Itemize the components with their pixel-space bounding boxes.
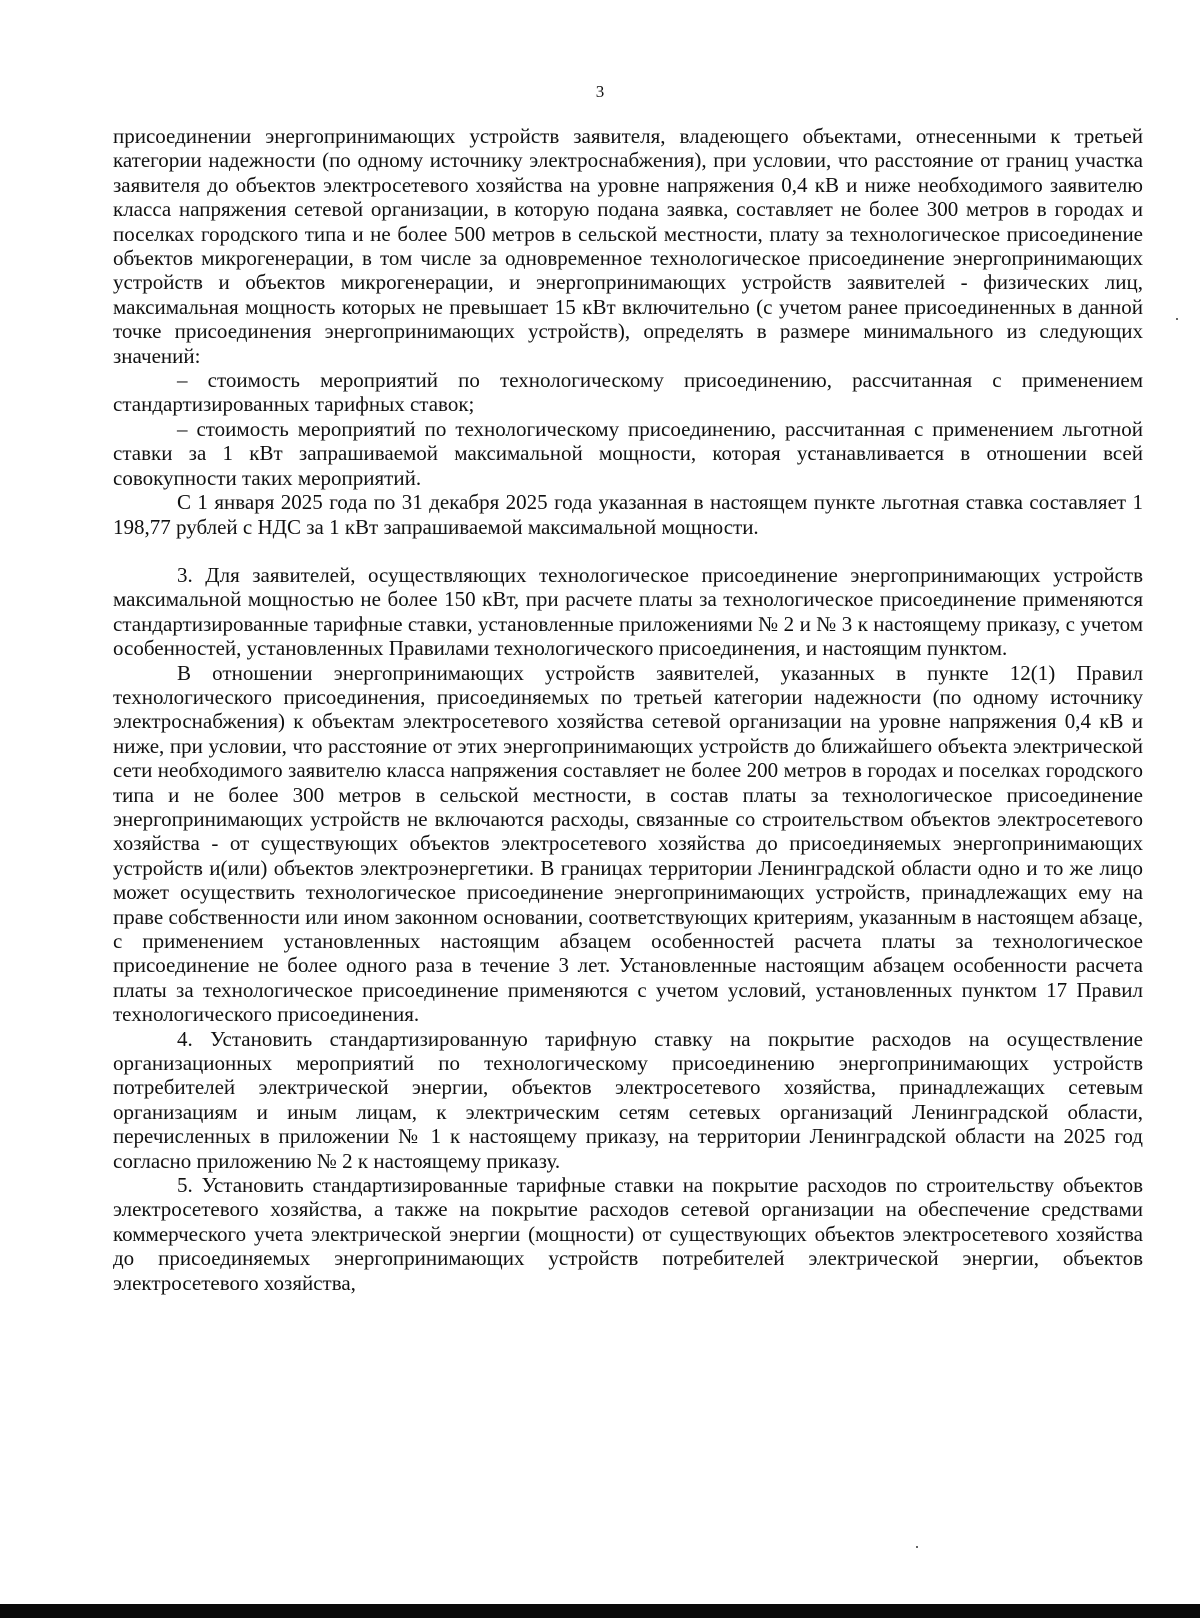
page-number: 3	[595, 82, 605, 101]
paragraph-item-3-details: В отношении энергопринимающих устройств заявителей, указанных в пункте 12(1) Правил технологического присоединения, присоединяемых по третьей категории надежности (по одному источнику электроснабжения) к объектам электросетевого хозяйства сетевой организации на уровне напряжения 0,4 кВ и ниже, при условии, что расстояние от этих энергопринимающих устройств до ближайшего объекта электрической сети необходимого заявителю класса напряжения составляет не более 200 метров в городах и поселках городского типа и не более 300 метров в сельской местности, в состав платы за технологическое присоединение энергопринимающих устройств не включаются расходы, связанные со строительством объектов электросетевого хозяйства - от существующих объектов электросетевого хозяйства до присоединяемых энергопринимающих устройств и(или) объектов электроэнергетики. В границах территории Ленинградской области одно и то же лицо может осуществить технологическое присоединение энергопринимающих устройств, принадлежащих ему на праве собственности или ином законном основании, соответствующих критериям, указанным в настоящем абзаце, с применением установленных настоящим абзацем особенностей расчета платы за технологическое присоединение не более одного раза в течение 3 лет. Установленные настоящим абзацем особенности расчета платы за технологическое присоединение применяются с учетом условий, установленных пунктом 17 Правил технологического присоединения.	[113, 660, 1143, 1027]
paragraph-item-5: 5. Установить стандартизированные тарифные ставки на покрытие расходов по строительству объектов электросетевого хозяйства, а также на покрытие расходов сетевой организации на обеспечение средствами коммерческого учета электрической энергии (мощности) от существующих объектов электросетевого хозяйства до присоединяемых энергопринимающих устройств потребителей электрической энергии, объектов электросетевого хозяйства,	[113, 1173, 1143, 1295]
paragraph-item-4: 4. Установить стандартизированную тарифную ставку на покрытие расходов на осуществление организационных мероприятий по технологическому присоединению энергопринимающих устройств потребителей электрической энергии, объектов электросетевого хозяйства, принадлежащих сетевым организациям и иным лицам, к электрическим сетям сетевых организаций Ленинградской области, перечисленных в приложении № 1 к настоящему приказу, на территории Ленинградской области на 2025 год согласно приложению № 2 к настоящему приказу.	[113, 1026, 1143, 1173]
paragraph-bullet-preferential-rate: – стоимость мероприятий по технологическому присоединению, рассчитанная с применением льготной ставки за 1 кВт запрашиваемой максимальной мощности, которая устанавливается в отношении всей совокупности таких мероприятий.	[113, 416, 1143, 490]
scan-speck	[1176, 318, 1178, 320]
paragraph-continuation: присоединении энергопринимающих устройств заявителя, владеющего объектами, отнесенными к третьей категории надежности (по одному источнику электроснабжения), при условии, что расстояние от границ участка заявителя до объектов электросетевого хозяйства на уровне напряжения 0,4 кВ и ниже необходимого заявителю класса напряжения сетевой организации, в которую подана заявка, составляет не более 300 метров в городах и поселках городского типа и не более 500 метров в сельской местности, плату за технологическое присоединение объектов микрогенерации, в том числе за одновременное технологическое присоединение энергопринимающих устройств и объектов микрогенерации, и энергопринимающих устройств заявителей - физических лиц, максимальная мощность которых не превышает 15 кВт включительно (с учетом ранее присоединенных в данной точке присоединения энергопринимающих устройств), определять в размере минимального из следующих значений:	[113, 124, 1143, 368]
scan-speck	[916, 1546, 918, 1548]
scan-edge-bar	[0, 1604, 1200, 1618]
paragraph-preferential-rate-2025: С 1 января 2025 года по 31 декабря 2025 года указанная в настоящем пункте льготная ставка составляет 1 198,77 рублей с НДС за 1 кВт запрашиваемой максимальной мощности.	[113, 490, 1143, 539]
document-body	[113, 124, 1143, 1295]
paragraph-item-3: 3. Для заявителей, осуществляющих технологическое присоединение энергопринимающих устройств максимальной мощностью не более 150 кВт, при расчете платы за технологическое присоединение применяются стандартизированные тарифные ставки, установленные приложениями № 2 и № 3 к настоящему приказу, с учетом особенностей, установленных Правилами технологического присоединения, и настоящим пунктом.	[113, 562, 1143, 661]
paragraph-bullet-standard-rates: – стоимость мероприятий по технологическому присоединению, рассчитанная с применением стандартизированных тарифных ставок;	[113, 368, 1143, 417]
